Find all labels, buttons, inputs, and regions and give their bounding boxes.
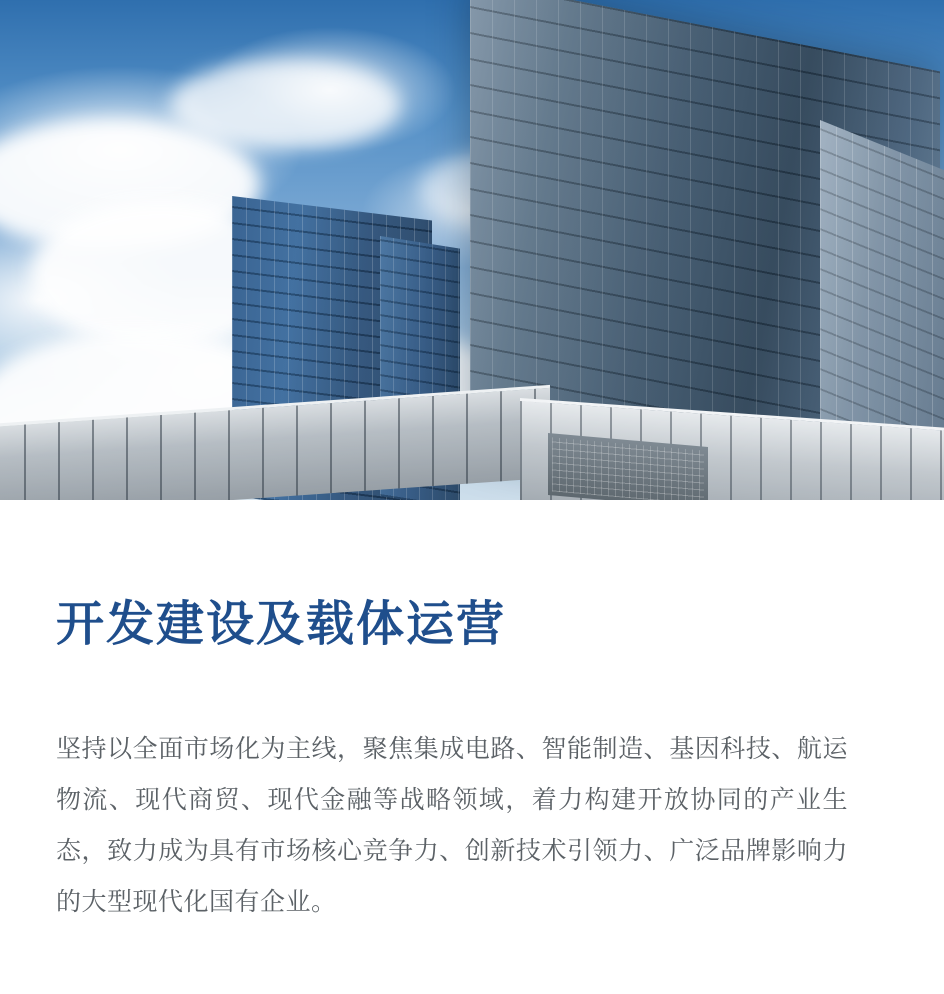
section-headline: 开发建设及载体运营	[56, 598, 507, 651]
section-body-text: 坚持以全面市场化为主线，聚焦集成电路、智能制造、基因科技、航运物流、现代商贸、现代金融等战略领域，着力构建开放协同的产业生态，致力成为具有市场核心竞争力、创新技术引领力、广泛品牌影响力的大型现代化国有企业。	[56, 734, 848, 917]
cloud-shape	[170, 60, 400, 150]
text-content-section	[0, 500, 944, 929]
vent-grille	[552, 437, 704, 500]
